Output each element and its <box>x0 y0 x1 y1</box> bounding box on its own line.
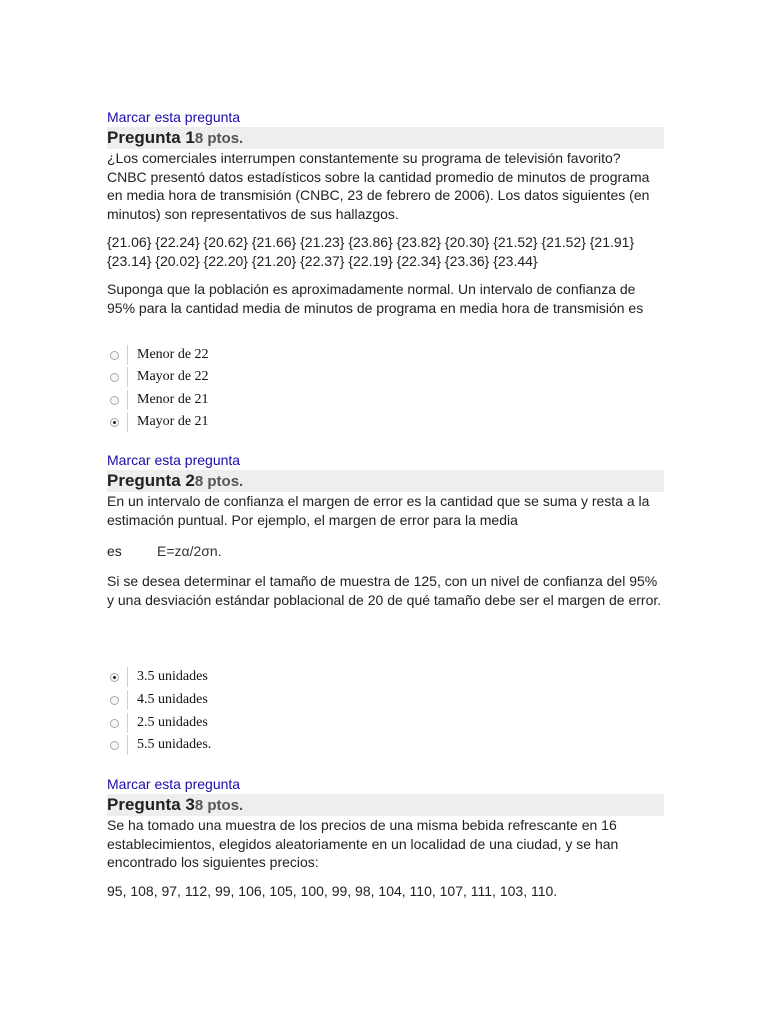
option-divider <box>127 667 128 687</box>
question-header <box>107 794 664 816</box>
question-text: Se ha tomado una muestra de los precios de una misma bebida refrescante en 16 establecimientos, elegidos aleatoriamente en un localidad de una ciudad, y se han encontrado los siguientes precios: <box>107 817 619 870</box>
flag-question-link[interactable]: Marcar esta pregunta <box>107 452 241 468</box>
option-divider <box>127 345 128 365</box>
option-label: Menor de 21 <box>137 392 209 407</box>
option-label: 4.5 unidades <box>137 692 208 707</box>
flag-question-link[interactable]: Marcar esta pregunta <box>107 109 241 125</box>
option-divider <box>127 713 128 733</box>
radio-button-selected[interactable] <box>110 418 119 427</box>
option-divider <box>127 735 128 755</box>
question-text: En un intervalo de confianza el margen de error es la cantidad que se suma y resta a la estimación puntual. Por ejemplo, el margen de error para la media <box>107 493 650 528</box>
formula-prefix: es <box>107 543 122 559</box>
answer-option[interactable] <box>108 411 209 433</box>
answer-option[interactable] <box>108 689 208 711</box>
option-label: 2.5 unidades <box>137 715 208 730</box>
question-title: Pregunta 2 <box>107 471 195 490</box>
question-1 <box>107 109 664 317</box>
question-points: 8 ptos. <box>194 473 244 490</box>
option-label: Menor de 22 <box>137 347 209 362</box>
option-label: 3.5 unidades <box>137 669 208 684</box>
question-data: {21.06} {22.24} {20.62} {21.66} {21.23} {23.86} {23.82} {20.30} {21.52} {21.52} {21.91} {23.14} {20.02} {22.20} {21.20} {22.37} {22.19} {22.34} {23.36} {23.44} <box>107 234 635 269</box>
radio-button-selected[interactable] <box>110 673 119 682</box>
radio-button[interactable] <box>110 696 119 705</box>
question-data: 95, 108, 97, 112, 99, 106, 105, 100, 99, 98, 104, 110, 107, 111, 103, 110. <box>107 882 558 899</box>
radio-button[interactable] <box>110 351 119 360</box>
answer-option[interactable] <box>108 734 211 756</box>
radio-button[interactable] <box>110 373 119 382</box>
answer-option[interactable] <box>108 389 209 411</box>
question-points: 8 ptos. <box>194 797 244 814</box>
option-label: 5.5 unidades. <box>137 737 212 752</box>
option-divider <box>127 412 128 432</box>
radio-button[interactable] <box>110 396 119 405</box>
question-text: ¿Los comerciales interrumpen constantemente su programa de televisión favorito? CNBC presentó datos estadísticos sobre la cantidad promedio de minutos de programa en media hora de transmisión (CNBC, 23 de febrero de 2006). Los datos siguientes (en minutos) son representativos de sus hallazgos. <box>107 150 650 222</box>
question-3 <box>107 776 664 900</box>
option-label: Mayor de 22 <box>137 369 209 384</box>
answer-option[interactable] <box>108 344 209 366</box>
answer-option[interactable] <box>108 666 208 688</box>
option-divider <box>127 690 128 710</box>
answer-option[interactable] <box>108 366 209 388</box>
flag-question-link[interactable]: Marcar esta pregunta <box>107 776 241 792</box>
answer-option[interactable] <box>108 712 208 734</box>
option-label: Mayor de 21 <box>137 414 209 429</box>
radio-button[interactable] <box>110 741 119 750</box>
option-divider <box>127 390 128 410</box>
question-title: Pregunta 1 <box>107 128 195 147</box>
question-text-2: Suponga que la población es aproximadamente normal. Un intervalo de confianza de 95% para la cantidad media de minutos de programa en media hora de transmisión es <box>107 281 644 316</box>
question-points: 8 ptos. <box>194 130 244 147</box>
question-header <box>107 127 664 149</box>
question-title: Pregunta 3 <box>107 795 195 814</box>
question-2 <box>107 452 664 529</box>
question-2-body <box>107 572 664 609</box>
radio-button[interactable] <box>110 719 119 728</box>
formula: E=zα/2σn. <box>157 543 222 559</box>
question-header <box>107 470 664 492</box>
option-divider <box>127 367 128 387</box>
formula-line <box>107 543 222 559</box>
question-text-2: Si se desea determinar el tamaño de muestra de 125, con un nivel de confianza del 95% y una desviación estándar poblacional de 20 de qué tamaño debe ser el margen de error. <box>107 573 662 608</box>
